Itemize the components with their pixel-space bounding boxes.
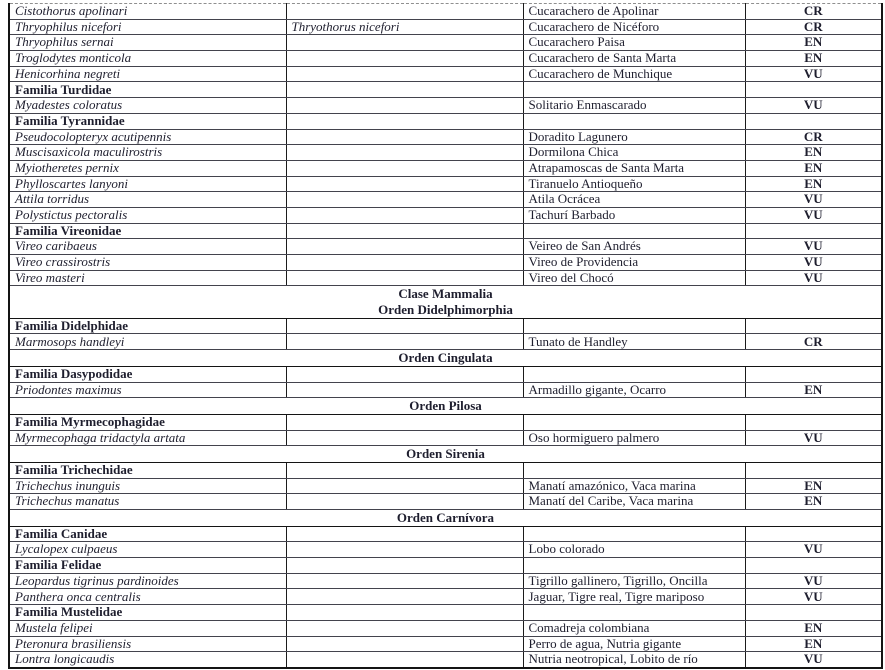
species-row [9,494,882,510]
synonym-cell [286,270,523,286]
synonym-cell [286,192,523,208]
synonym-cell [286,589,523,605]
familia-row [9,414,882,430]
familia-label-cell: Familia Trichechidae [9,462,286,478]
synonym-cell [286,66,523,82]
common-name-cell: Vireo de Providencia [523,255,745,271]
common-name-cell: Tiranuelo Antioqueño [523,176,745,192]
scientific-name-cell: Marmosops handleyi [9,334,286,350]
common-name-cell: Solitario Enmascarado [523,98,745,114]
scientific-name-cell: Thryophilus sernai [9,35,286,51]
common-name-cell: Lobo colorado [523,542,745,558]
common-name-cell: Cucarachero Paisa [523,35,745,51]
synonym-cell [286,51,523,67]
familia-row [9,558,882,574]
section-header-label: Orden Cingulata [398,350,493,366]
synonym-cell [286,605,523,621]
synonym-cell [286,82,523,98]
synonym-cell [286,145,523,161]
status-cell: EN [745,620,882,636]
species-row [9,192,882,208]
synonym-cell [286,478,523,494]
status-cell [745,82,882,98]
synonym-cell [286,318,523,334]
synonym-cell [286,255,523,271]
section-header-label: Orden Sirenia [406,446,485,462]
common-name-cell [523,366,745,382]
status-cell: VU [745,573,882,589]
scientific-name-cell: Lycalopex culpaeus [9,542,286,558]
common-name-cell: Vireo del Chocó [523,270,745,286]
species-row [9,207,882,223]
scientific-name-cell: Troglodytes monticola [9,51,286,67]
common-name-cell: Tunato de Handley [523,334,745,350]
status-cell [745,462,882,478]
synonym-cell [286,558,523,574]
species-row [9,430,882,446]
common-name-cell: Atila Ocrácea [523,192,745,208]
familia-row [9,318,882,334]
species-row [9,98,882,114]
section-header-row [9,350,882,367]
status-cell [745,558,882,574]
section-header-cell [9,350,882,367]
species-row [9,620,882,636]
status-cell: VU [745,207,882,223]
species-row [9,573,882,589]
scientific-name-cell: Vireo crassirostris [9,255,286,271]
status-cell: VU [745,98,882,114]
status-cell: EN [745,51,882,67]
synonym-cell [286,526,523,542]
status-cell [745,223,882,239]
species-row [9,4,882,20]
synonym-cell [286,573,523,589]
section-header-cell [9,286,882,318]
familia-row [9,82,882,98]
species-table-body [9,4,882,668]
familia-row [9,605,882,621]
familia-label-cell: Familia Didelphidae [9,318,286,334]
synonym-cell [286,129,523,145]
scientific-name-cell: Muscisaxicola maculirostris [9,145,286,161]
status-cell: VU [745,652,882,668]
synonym-cell: Thryothorus nicefori [286,19,523,35]
synonym-cell [286,462,523,478]
synonym-cell [286,382,523,398]
status-cell: EN [745,35,882,51]
status-cell: CR [745,19,882,35]
familia-label-cell: Familia Canidae [9,526,286,542]
common-name-cell: Manatí del Caribe, Vaca marina [523,494,745,510]
section-header-cell [9,510,882,527]
species-row [9,542,882,558]
section-header-label: Orden Didelphimorphia [378,302,513,318]
common-name-cell: Armadillo gigante, Ocarro [523,382,745,398]
synonym-cell [286,652,523,668]
common-name-cell: Doradito Lagunero [523,129,745,145]
synonym-cell [286,113,523,129]
common-name-cell: Jaguar, Tigre real, Tigre mariposo [523,589,745,605]
common-name-cell: Atrapamoscas de Santa Marta [523,160,745,176]
scientific-name-cell: Polystictus pectoralis [9,207,286,223]
common-name-cell: Cucarachero de Nicéforo [523,19,745,35]
familia-label-cell: Familia Turdidae [9,82,286,98]
status-cell [745,318,882,334]
common-name-cell: Tigrillo gallinero, Tigrillo, Oncilla [523,573,745,589]
status-cell: VU [745,589,882,605]
status-cell: VU [745,239,882,255]
status-cell: EN [745,145,882,161]
species-table [8,3,883,669]
familia-row [9,366,882,382]
familia-label-cell: Familia Vireonidae [9,223,286,239]
scientific-name-cell: Lontra longicaudis [9,652,286,668]
common-name-cell [523,526,745,542]
scientific-name-cell: Vireo caribaeus [9,239,286,255]
status-cell: VU [745,255,882,271]
common-name-cell [523,113,745,129]
common-name-cell: Cucarachero de Santa Marta [523,51,745,67]
status-cell: VU [745,270,882,286]
status-cell: EN [745,478,882,494]
status-cell: VU [745,66,882,82]
scientific-name-cell: Attila torridus [9,192,286,208]
synonym-cell [286,4,523,20]
common-name-cell [523,558,745,574]
species-row [9,160,882,176]
synonym-cell [286,620,523,636]
section-header-label: Clase Mammalia [398,286,493,302]
status-cell: CR [745,334,882,350]
synonym-cell [286,430,523,446]
species-row [9,478,882,494]
familia-label-cell: Familia Tyrannidae [9,113,286,129]
scientific-name-cell: Myrmecophaga tridactyla artata [9,430,286,446]
status-cell: VU [745,542,882,558]
species-row [9,255,882,271]
species-row [9,270,882,286]
synonym-cell [286,98,523,114]
common-name-cell [523,605,745,621]
scientific-name-cell: Myiotheretes pernix [9,160,286,176]
status-cell: EN [745,160,882,176]
status-cell: VU [745,192,882,208]
familia-label-cell: Familia Mustelidae [9,605,286,621]
common-name-cell: Dormilona Chica [523,145,745,161]
synonym-cell [286,239,523,255]
scientific-name-cell: Panthera onca centralis [9,589,286,605]
common-name-cell [523,223,745,239]
species-row [9,176,882,192]
familia-row [9,462,882,478]
synonym-cell [286,160,523,176]
status-cell: CR [745,129,882,145]
scientific-name-cell: Henicorhina negreti [9,66,286,82]
section-header-cell [9,446,882,463]
status-cell [745,526,882,542]
status-cell: EN [745,382,882,398]
section-header-row [9,398,882,415]
scientific-name-cell: Vireo masteri [9,270,286,286]
status-cell: VU [745,430,882,446]
status-cell [745,113,882,129]
species-row [9,19,882,35]
synonym-cell [286,223,523,239]
status-cell [745,414,882,430]
scientific-name-cell: Myadestes coloratus [9,98,286,114]
synonym-cell [286,35,523,51]
section-header-row [9,286,882,318]
familia-label-cell: Familia Felidae [9,558,286,574]
familia-label-cell: Familia Dasypodidae [9,366,286,382]
scientific-name-cell: Trichechus manatus [9,494,286,510]
common-name-cell [523,318,745,334]
common-name-cell: Cucarachero de Munchique [523,66,745,82]
status-cell: EN [745,494,882,510]
familia-row [9,526,882,542]
section-header-label: Orden Carnívora [396,510,495,525]
species-row [9,35,882,51]
scientific-name-cell: Leopardus tigrinus pardinoides [9,573,286,589]
common-name-cell: Tachurí Barbado [523,207,745,223]
species-row [9,334,882,350]
synonym-cell [286,176,523,192]
section-header-label: Orden Pilosa [409,398,482,414]
species-row [9,652,882,668]
synonym-cell [286,542,523,558]
scientific-name-cell: Thryophilus nicefori [9,19,286,35]
scientific-name-cell: Trichechus inunguis [9,478,286,494]
species-row [9,51,882,67]
scientific-name-cell: Cistothorus apolinari [9,4,286,20]
scientific-name-cell: Pteronura brasiliensis [9,636,286,652]
species-row [9,145,882,161]
common-name-cell: Nutria neotropical, Lobito de río [523,652,745,668]
section-header-row [9,446,882,463]
section-header-cell [9,398,882,415]
common-name-cell: Perro de agua, Nutria gigante [523,636,745,652]
common-name-cell: Cucarachero de Apolinar [523,4,745,20]
synonym-cell [286,494,523,510]
familia-row [9,223,882,239]
status-cell: EN [745,636,882,652]
common-name-cell [523,414,745,430]
species-row [9,129,882,145]
common-name-cell [523,82,745,98]
status-cell [745,366,882,382]
common-name-cell: Oso hormiguero palmero [523,430,745,446]
familia-row [9,113,882,129]
status-cell [745,605,882,621]
status-cell: CR [745,4,882,20]
section-header-row [9,510,882,527]
scientific-name-cell: Priodontes maximus [9,382,286,398]
synonym-cell [286,636,523,652]
synonym-cell [286,414,523,430]
species-row [9,239,882,255]
synonym-cell [286,207,523,223]
common-name-cell [523,462,745,478]
familia-label-cell: Familia Myrmecophagidae [9,414,286,430]
common-name-cell: Manatí amazónico, Vaca marina [523,478,745,494]
scientific-name-cell: Phylloscartes lanyoni [9,176,286,192]
common-name-cell: Comadreja colombiana [523,620,745,636]
species-row [9,636,882,652]
status-cell: EN [745,176,882,192]
species-row [9,382,882,398]
scientific-name-cell: Pseudocolopteryx acutipennis [9,129,286,145]
species-row [9,589,882,605]
common-name-cell: Veireo de San Andrés [523,239,745,255]
synonym-cell [286,366,523,382]
scientific-name-cell: Mustela felipei [9,620,286,636]
synonym-cell [286,334,523,350]
species-row [9,66,882,82]
